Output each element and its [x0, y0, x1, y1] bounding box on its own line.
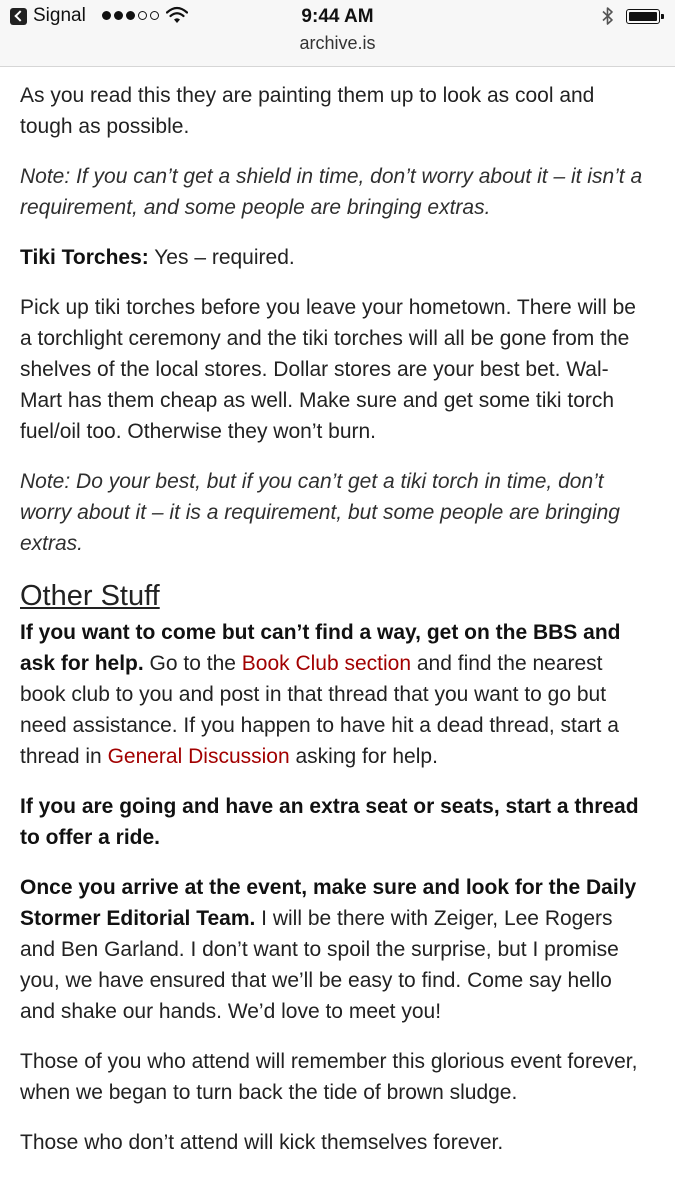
- general-discussion-link[interactable]: General Discussion: [107, 745, 290, 768]
- paragraph: Those who don’t attend will kick themselves forever.: [20, 1131, 504, 1154]
- paragraph: Pick up tiki torches before you leave your hometown. There will be a torchlight ceremony and the tiki torches will all be gone from the shelves of the local stores. Dollar stores are your best bet. Wal-Mart has them cheap as well. Make sure and get some tiki torch fuel/oil too. Otherwise they won’t burn.: [20, 296, 636, 443]
- paragraph: If you are going and have an extra seat or seats, start a thread to offer a ride.: [20, 795, 639, 849]
- battery-icon: [626, 9, 660, 24]
- paragraph: Those of you who attend will remember this glorious event forever, when we began to turn back the tide of brown sludge.: [20, 1050, 638, 1104]
- tiki-torches-label: Tiki Torches:: [20, 246, 149, 269]
- url-label[interactable]: archive.is: [299, 33, 376, 53]
- paragraph: As you read this they are painting them up to look as cool and tough as possible.: [20, 84, 595, 138]
- note-paragraph: Note: Do your best, but if you can’t get a tiki torch in time, don’t worry about it – it is a requirement, but some people are bringing extras.: [20, 470, 620, 555]
- section-heading: Other Stuff: [20, 580, 160, 612]
- book-club-section-link[interactable]: Book Club section: [241, 652, 412, 675]
- status-bar: [0, 0, 675, 67]
- clock: 9:44 AM: [301, 6, 374, 27]
- note-paragraph: Note: If you can’t get a shield in time, don’t worry about it – it isn’t a requirement, and some people are bringing extras.: [20, 165, 643, 219]
- paragraph: Once you arrive at the event, make sure and look for the Daily Stormer Editorial Team. I will be there with Zeiger, Lee Rogers and Ben Garland. I don’t want to spoil the surprise, but I promise you, we have ensured that we’ll be easy to find. Come say hello and shake our hands. We’d love to meet you!: [20, 876, 637, 1023]
- article-content: [20, 80, 650, 1177]
- back-to-app-label[interactable]: Signal: [33, 5, 86, 26]
- tiki-torches-paragraph: Tiki Torches: Yes – required.: [20, 246, 295, 269]
- paragraph: If you want to come but can’t find a way, get on the BBS and ask for help. Go to the Book Club section and find the nearest book club to you and post in that thread that you want to go but need assistance. If you happen to have hit a dead thread, start a thread in General Discussion asking for help.: [20, 621, 621, 768]
- bluetooth-icon: [601, 6, 615, 26]
